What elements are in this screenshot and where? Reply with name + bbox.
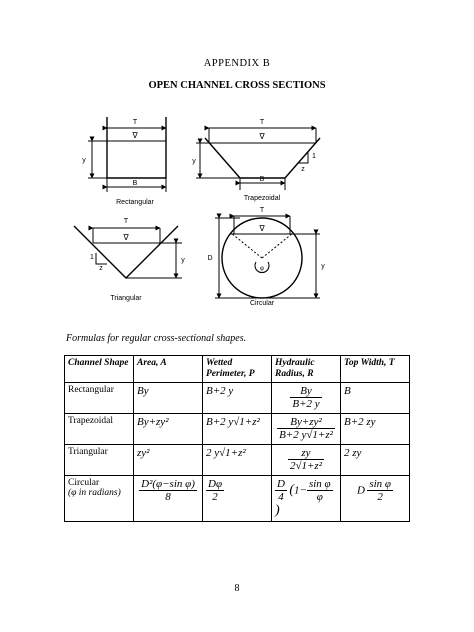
water-surface-icon: ∇ <box>123 233 129 242</box>
trap-bottom-label: B <box>259 176 265 183</box>
trap-caption: Trapezoidal <box>243 195 281 202</box>
rect-depth-label: y <box>82 157 86 164</box>
table-row <box>65 383 410 414</box>
rect-top-label: T <box>132 119 138 126</box>
rect-caption: Rectangular <box>116 199 154 206</box>
row-area: zy² <box>134 445 203 476</box>
header-shape: Channel Shape <box>65 356 134 383</box>
row-top-width: B+2 zy <box>341 414 410 445</box>
trap-top-label: T <box>259 119 265 126</box>
water-surface-icon: ∇ <box>132 131 138 140</box>
circ-diameter-label: D <box>207 255 213 262</box>
row-top-width: B <box>341 383 410 414</box>
trap-slope-rise: 1 <box>312 153 316 160</box>
row-shape: Rectangular <box>65 383 134 414</box>
table-header-row <box>65 356 410 383</box>
header-radius: Hydraulic Radius, R <box>272 356 341 383</box>
circ-caption: Circular <box>249 300 275 307</box>
row-perimeter: $\frac{D\varphi}{2}$ <box>203 476 272 522</box>
tri-depth-label: y <box>181 257 185 264</box>
page-number: 8 <box>234 583 240 594</box>
row-perimeter: B+2 y√1+z² <box>203 414 272 445</box>
rect-bottom-label: B <box>132 180 138 187</box>
rectangular-figure <box>88 117 166 192</box>
header-perimeter: Wetted Perimeter, P <box>203 356 272 383</box>
water-surface-icon: ∇ <box>259 224 265 233</box>
row-radius: $\frac{\text{By+zy²}}{\text{B+2 y√1+z²}}$ <box>272 414 341 445</box>
row-top-width: D $\frac{\text{sin φ}}{2}$ <box>341 476 410 522</box>
row-radius: $\frac{zy}{\text{2√1+z²}}$ <box>272 445 341 476</box>
appendix-heading: APPENDIX B <box>203 58 271 69</box>
table-row <box>65 476 410 522</box>
page-title: OPEN CHANNEL CROSS SECTIONS <box>148 80 326 91</box>
trapezoidal-figure <box>196 128 320 190</box>
header-area: Area, A <box>134 356 203 383</box>
row-perimeter: B+2 y <box>203 383 272 414</box>
table-caption: Formulas for regular cross-sectional shapes. <box>66 333 247 344</box>
row-top-width: 2 zy <box>341 445 410 476</box>
row-area: By+zy² <box>134 414 203 445</box>
row-shape: Trapezoidal <box>65 414 134 445</box>
circ-top-label: T <box>259 207 265 214</box>
table-row <box>65 414 410 445</box>
row-radius: $\frac{D}{4}$ (1− $\frac{\text{sin φ}}{\varphi}$ ) <box>272 476 341 522</box>
row-perimeter: 2 y√1+z² <box>203 445 272 476</box>
row-area: $\frac{\text{D²(φ−sin φ)}}{8}$ <box>134 476 203 522</box>
water-surface-icon: ∇ <box>259 132 265 141</box>
row-shape-note: (φ in radians) <box>68 488 121 498</box>
circ-depth-label: y <box>321 263 325 270</box>
circ-angle-label: φ <box>260 266 264 272</box>
table-row <box>65 445 410 476</box>
tri-caption: Triangular <box>110 295 142 302</box>
trap-slope-run: z <box>301 166 305 173</box>
circular-figure <box>215 216 320 298</box>
trap-depth-label: y <box>192 158 196 165</box>
row-radius: $\frac{By}{B+2 y}$ <box>272 383 341 414</box>
row-shape: Triangular <box>65 445 134 476</box>
row-shape <box>65 476 134 522</box>
tri-top-label: T <box>123 218 129 225</box>
row-shape-label: Circular <box>68 478 100 488</box>
tri-slope-rise: 1 <box>90 254 94 261</box>
row-area: By <box>134 383 203 414</box>
formulas-table <box>64 355 410 522</box>
tri-slope-run: z <box>99 265 103 272</box>
header-top-width: Top Width, T <box>341 356 410 383</box>
